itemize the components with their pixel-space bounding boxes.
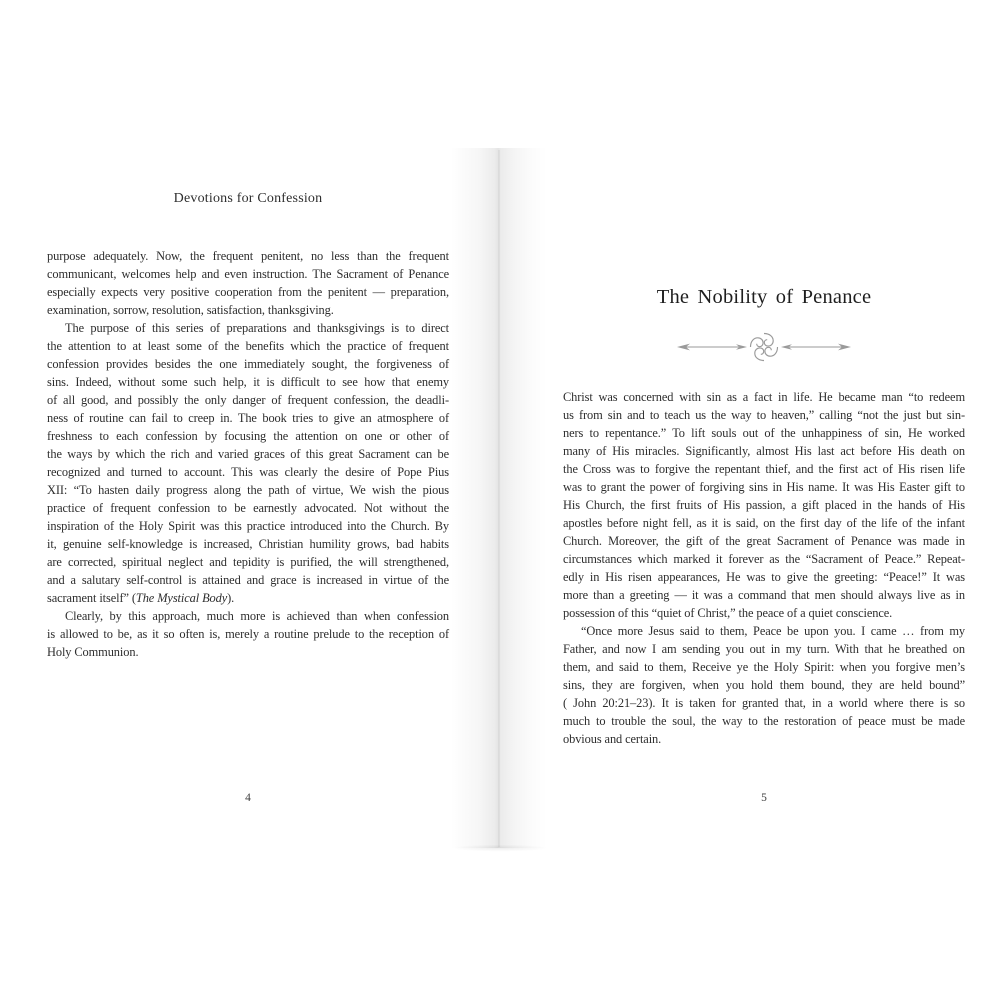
body-line: Holy Communion. [47, 645, 139, 659]
body-line: ( John 20:21–23). It is taken for granted that, in a world where there is so [563, 696, 965, 710]
body-line: His Church, the first fruits of His passion, a gift placed in the hands of His [563, 498, 965, 512]
scroll-quatrefoil-icon [751, 334, 778, 361]
body-line: Father, and now I am sending you out in my turn. With that he breathed on [563, 642, 965, 656]
body-line: are corrected, spiritual neglect and tepidity is purified, the will strengthened, [47, 555, 449, 569]
body-line: many of His miracles. Significantly, almost His last act before His death on [563, 444, 965, 458]
body-line: Church. Moreover, the gift of the great Sacrament of Penance was made in [563, 534, 965, 548]
body-line: purpose adequately. Now, the frequent penitent, no less than the frequent [47, 249, 449, 263]
book-spine-seam [498, 150, 500, 847]
body-line: ners to repentance.” To lift souls out of the unhappiness of sin, He worked [563, 426, 965, 440]
page-number-right: 5 [761, 792, 767, 804]
right-page-body [563, 388, 965, 748]
body-line: more than a greeting — it was a command that men should always live as in [563, 588, 965, 602]
body-line: apostles before night fell, as it is said, on the first day of the life of the infant [563, 516, 965, 530]
page-number-left: 4 [245, 792, 251, 804]
right-page [563, 0, 965, 1000]
body-line: was to grant the power of forgiving sins in His name. It was His Easter gift to [563, 480, 965, 494]
body-line: the ways by which the rich and varied graces of this great Sacrament can be [47, 447, 449, 461]
book-bottom-edge-shadow [432, 845, 568, 855]
body-line: Christ was concerned with sin as a fact in life. He became man “to redeem [563, 390, 965, 404]
body-line: and a salutary self-control is attained and grace is increased in virtue of the [47, 573, 449, 587]
scroll-quatrefoil-divider-icon [676, 327, 852, 367]
body-line: practice of frequent confession to be earnestly advocated. Not without the [47, 501, 449, 515]
body-line: the attention to at least some of the benefits which the practice of frequent [47, 339, 449, 353]
body-line: sins, they are forgiven, when you hold them bound, they are held bound” [563, 678, 965, 692]
body-line: examination, sorrow, resolution, satisfaction, thanksgiving. [47, 303, 334, 317]
body-line: XII: “To hasten daily progress along the path of virtue, We wish the pious [47, 483, 449, 497]
body-line: circumstances which marked it forever as the “Sacrament of Peace.” Repeat- [563, 552, 965, 566]
body-line: edly in His risen appearances, He was to give the greeting: “Peace!” It was [563, 570, 965, 584]
body-line: freshness to each confession by focusing the attention on one or other of [47, 429, 449, 443]
chapter-title: The Nobility of Penance [656, 286, 872, 308]
body-line: of all good, and possibly the only danger of frequent confession, the deadli- [47, 393, 449, 407]
body-line: ness of routine can fail to creep in. The book tries to give an atmosphere of [47, 411, 449, 425]
body-line: sins. Indeed, without some such help, it is difficult to see how that enemy [47, 375, 449, 389]
running-head: Devotions for Confession [173, 191, 323, 206]
body-line: sacrament itself” (The Mystical Body). [47, 591, 235, 605]
body-line: communicant, welcomes help and even instruction. The Sacrament of Penance [47, 267, 449, 281]
body-line: much to trouble the soul, the way to the restoration of peace must be made [563, 714, 965, 728]
body-line: them, and said to them, Receive ye the Holy Spirit: when you forgive men’s [563, 660, 965, 674]
body-line: Clearly, by this approach, much more is achieved than when confession [65, 609, 449, 623]
body-line: is allowed to be, as it so often is, merely a routine prelude to the reception of [47, 627, 449, 641]
body-line: confession provides besides the one immediately sought, the forgiveness of [47, 357, 449, 371]
body-line: “Once more Jesus said to them, Peace be upon you. I came … from my [581, 624, 965, 638]
body-line: us from sin and to teach us the way to heaven,” calling “not the just but sin- [563, 408, 965, 422]
body-line: obvious and certain. [563, 732, 662, 746]
left-page-body [47, 247, 449, 661]
body-line: especially expects very positive cooperation from the penitent — preparation, [47, 285, 449, 299]
body-line: inspiration of the Holy Spirit was this practice introduced into the Church. By [47, 519, 449, 533]
body-line: the Cross was to forgive the repentant thief, and the first act of His risen life [563, 462, 965, 476]
body-line: it, genuine self-knowledge is increased, Christian humility grows, bad habits [47, 537, 449, 551]
body-line: recognized and turned to account. This was clearly the desire of Pope Pius [47, 465, 449, 479]
body-line: The purpose of this series of preparations and thanksgivings is to direct [65, 321, 449, 335]
chapter-divider-ornament [563, 327, 965, 367]
left-page [47, 0, 449, 1000]
body-line: possession of this “quiet of Christ,” the peace of a quiet conscience. [563, 606, 893, 620]
